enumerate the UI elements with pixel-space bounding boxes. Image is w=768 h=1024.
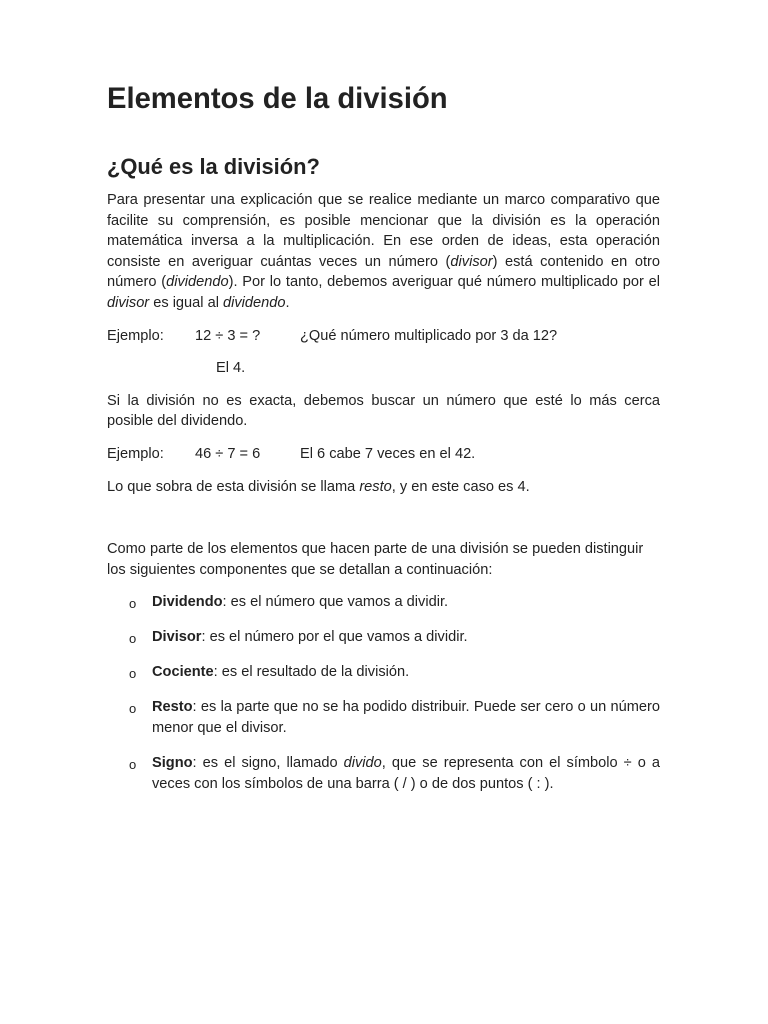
component-text: : es el signo, llamado: [192, 755, 344, 772]
bullet-icon: o: [129, 757, 137, 773]
component-term: Signo: [152, 755, 193, 772]
component-text: : es el número que vamos a dividir.: [222, 594, 449, 611]
bullet-icon: o: [129, 701, 137, 717]
list-item: [107, 627, 660, 648]
bullet-icon: o: [129, 596, 137, 612]
example-label: Ejemplo:: [107, 445, 164, 462]
section-heading: ¿Qué es la división?: [107, 154, 320, 179]
component-term: Divisor: [152, 629, 202, 646]
document-body: [107, 83, 660, 809]
remainder-text-1: Lo que sobra de esta división se llama: [107, 478, 360, 495]
component-term: Dividendo: [152, 594, 223, 611]
resto-term: resto: [359, 478, 392, 495]
dividendo-term: dividendo: [166, 274, 229, 291]
component-text: : es la parte que no se ha podido distribuir. Puede ser cero o un número menor que el divisor.: [152, 699, 660, 737]
divido-term: divido: [343, 755, 382, 772]
example-1: [107, 326, 660, 347]
example-expression: 46 ÷ 7 = 6: [195, 445, 261, 462]
example-expression: 12 ÷ 3 = ?: [195, 327, 261, 344]
components-list: [107, 592, 660, 795]
component-term: Cociente: [152, 664, 214, 681]
example-answer: El 4.: [216, 360, 246, 377]
intro-paragraph: [107, 190, 660, 314]
component-text: : es el resultado de la división.: [213, 664, 410, 681]
spacer: [107, 509, 660, 539]
component-term: Resto: [152, 699, 193, 716]
intro-text-3: ). Por lo tanto, debemos averiguar qué número multiplicado por el: [228, 274, 660, 291]
remainder-text-2: , y en este caso es 4.: [391, 478, 530, 495]
list-item: [107, 697, 660, 739]
components-intro: Como parte de los elementos que hacen parte de una división se pueden distinguir los siguientes componentes que se detallan a continuación:: [107, 541, 644, 578]
bullet-icon: o: [129, 631, 137, 647]
example-question: ¿Qué número multiplicado por 3 da 12?: [300, 327, 558, 344]
document-title: Elementos de la división: [107, 83, 448, 115]
intro-text-1: Para presentar una explicación que se realice mediante un marco comparativo que facilite su comprensión, es posible mencionar que la división es la operación matemática inversa a la multiplicación. En ese orden de ideas, esta operación consiste en averiguar cuántas veces un número (: [107, 192, 660, 270]
example-2: [107, 444, 660, 465]
divisor-term-2: divisor: [107, 294, 150, 311]
component-text-end: , que se representa con el símbolo ÷ o a veces con los símbolos de una barra ( / ) o de dos puntos ( : ).: [152, 755, 660, 793]
remainder-paragraph: [107, 477, 660, 498]
list-item: [107, 592, 660, 613]
dividendo-term-2: dividendo: [223, 294, 286, 311]
list-item: [107, 753, 660, 795]
example-label: Ejemplo:: [107, 327, 164, 344]
intro-text-2: ) está contenido en otro número (: [107, 253, 660, 291]
component-text: : es el número por el que vamos a dividir.: [201, 629, 468, 646]
divisor-term: divisor: [450, 253, 493, 270]
list-item: [107, 662, 660, 683]
bullet-icon: o: [129, 666, 137, 682]
intro-text-4: es igual al: [149, 294, 223, 311]
intro-text-5: .: [285, 294, 290, 311]
inexact-paragraph: Si la división no es exacta, debemos buscar un número que esté lo más cerca posible del dividendo.: [107, 392, 660, 430]
example-explanation: El 6 cabe 7 veces en el 42.: [300, 445, 476, 462]
